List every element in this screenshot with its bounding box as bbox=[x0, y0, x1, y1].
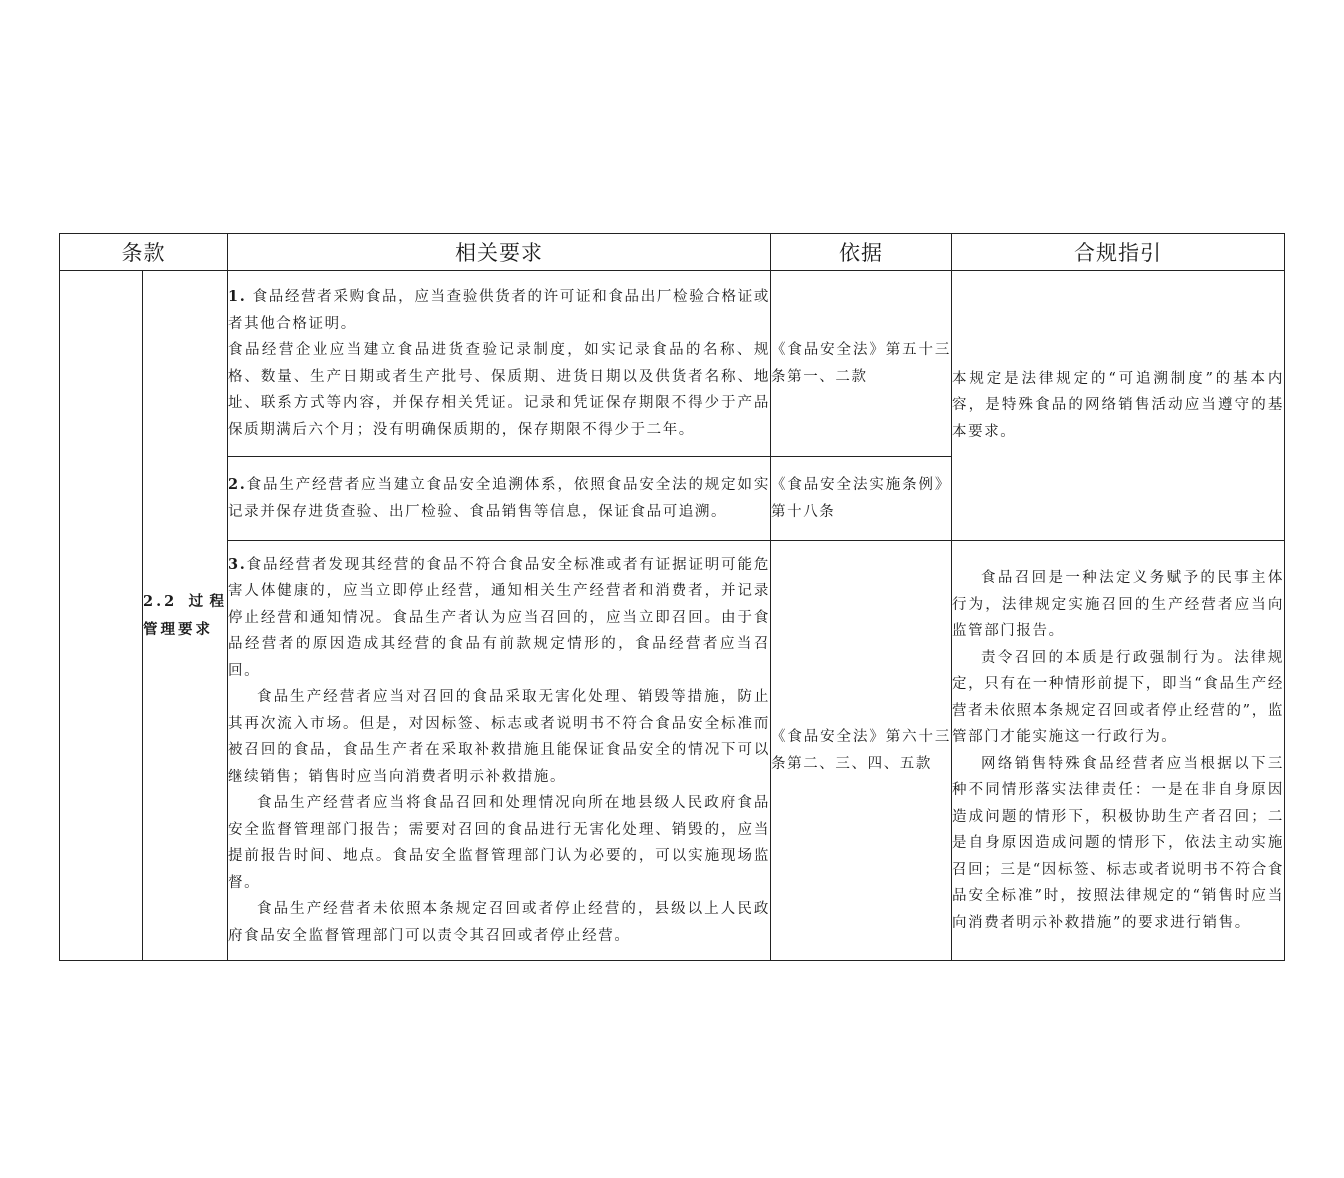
requirement-cell bbox=[228, 457, 771, 541]
requirement-text: 食品经营者发现其经营的食品不符合食品安全标准或者有证据证明可能危害人体健康的，应当立即停止经营，通知相关生产经营者和消费者，并记录停止经营和通知情况。食品生产者认为应当召回的，应当立即召回。由于食品经营者的原因造成其经营的食品有前款规定情形的，食品经营者应当召回。 bbox=[228, 556, 770, 679]
requirement-paragraph: 食品生产经营者未依照本条规定召回或者停止经营的，县级以上人民政府食品安全监督管理部门可以责令其召回或者停止经营。 bbox=[228, 901, 770, 944]
regulation-table bbox=[59, 233, 1285, 961]
header-basis: 依据 bbox=[771, 234, 952, 271]
header-clause: 条款 bbox=[60, 234, 228, 271]
requirement-paragraph: 食品生产经营者应当将食品召回和处理情况向所在地县级人民政府食品安全监督管理部门报告；需要对召回的食品进行无害化处理、销毁的，应当提前报告时间、地点。食品安全监督管理部门认为必要的，可以实施现场监督。 bbox=[228, 795, 770, 891]
requirement-cell bbox=[228, 541, 771, 961]
basis-cell bbox=[771, 271, 952, 457]
basis-cell bbox=[771, 457, 952, 541]
basis-cell bbox=[771, 541, 952, 961]
requirement-text: 食品经营者采购食品，应当查验供货者的许可证和食品出厂检验合格证或者其他合格证明。 bbox=[228, 289, 770, 332]
table-row bbox=[60, 541, 1285, 961]
requirement-cell bbox=[228, 271, 771, 457]
requirement-number: 1. bbox=[228, 288, 247, 305]
requirement-text: 食品生产经营者应当建立食品安全追溯体系，依照食品安全法的规定如实记录并保存进货查验、出厂检验、食品销售等信息，保证食品可追溯。 bbox=[228, 477, 770, 520]
clause-main-cell bbox=[60, 271, 143, 961]
requirement-paragraph bbox=[228, 552, 770, 685]
guidance-paragraph: 责令召回的本质是行政强制行为。法律规定，只有在一种情形前提下，即当“食品生产经营者未依照本条规定召回或者停止经营的”，监管部门才能实施这一行政行为。 bbox=[952, 649, 1284, 745]
basis-text: 《食品安全法》第六十三条第二、三、四、五款 bbox=[771, 729, 951, 772]
guidance-paragraph: 本规定是法律规定的“可追溯制度”的基本内容，是特殊食品的网络销售活动应当遵守的基本要求。 bbox=[952, 370, 1284, 440]
header-guidance: 合规指引 bbox=[952, 234, 1285, 271]
basis-text: 《食品安全法》第五十三条第一、二款 bbox=[771, 342, 951, 385]
requirement-paragraph bbox=[228, 284, 770, 337]
requirement-number: 2. bbox=[228, 476, 247, 493]
header-row bbox=[60, 234, 1285, 271]
guidance-paragraph: 食品召回是一种法定义务赋予的民事主体行为，法律规定实施召回的生产经营者应当向监管部门报告。 bbox=[952, 570, 1284, 639]
header-requirements: 相关要求 bbox=[228, 234, 771, 271]
basis-text: 《食品安全法实施条例》第十八条 bbox=[771, 477, 951, 520]
guidance-paragraph: 网络销售特殊食品经营者应当根据以下三种不同情形落实法律责任：一是在非自身原因造成问题的情形下，积极协助生产者召回；二是自身原因造成问题的情形下，依法主动实施召回；三是“因标签、标志或者说明书不符合食品安全标准”时，按照法律规定的“销售时应当向消费者明示补救措施”的要求进行销售。 bbox=[952, 755, 1284, 931]
guidance-cell bbox=[952, 271, 1285, 541]
table-row bbox=[60, 271, 1285, 457]
requirement-number: 3. bbox=[228, 555, 247, 573]
guidance-cell bbox=[952, 541, 1285, 961]
requirement-paragraph: 食品生产经营者应当对召回的食品采取无害化处理、销毁等措施，防止其再次流入市场。但是，对因标签、标志或者说明书不符合食品安全标准而被召回的食品，食品生产者在采取补救措施且能保证食品安全的情况下可以继续销售；销售时应当向消费者明示补救措施。 bbox=[228, 689, 770, 785]
sub-clause-label: 2.2 过程管理要求 bbox=[143, 592, 227, 638]
requirement-paragraph bbox=[228, 472, 770, 525]
sub-clause-cell bbox=[143, 271, 228, 961]
requirement-paragraph: 食品经营企业应当建立食品进货查验记录制度，如实记录食品的名称、规格、数量、生产日期或者生产批号、保质期、进货日期以及供货者名称、地址、联系方式等内容，并保存相关凭证。记录和凭证保存期限不得少于产品保质期满后六个月；没有明确保质期的，保存期限不得少于二年。 bbox=[228, 342, 770, 438]
